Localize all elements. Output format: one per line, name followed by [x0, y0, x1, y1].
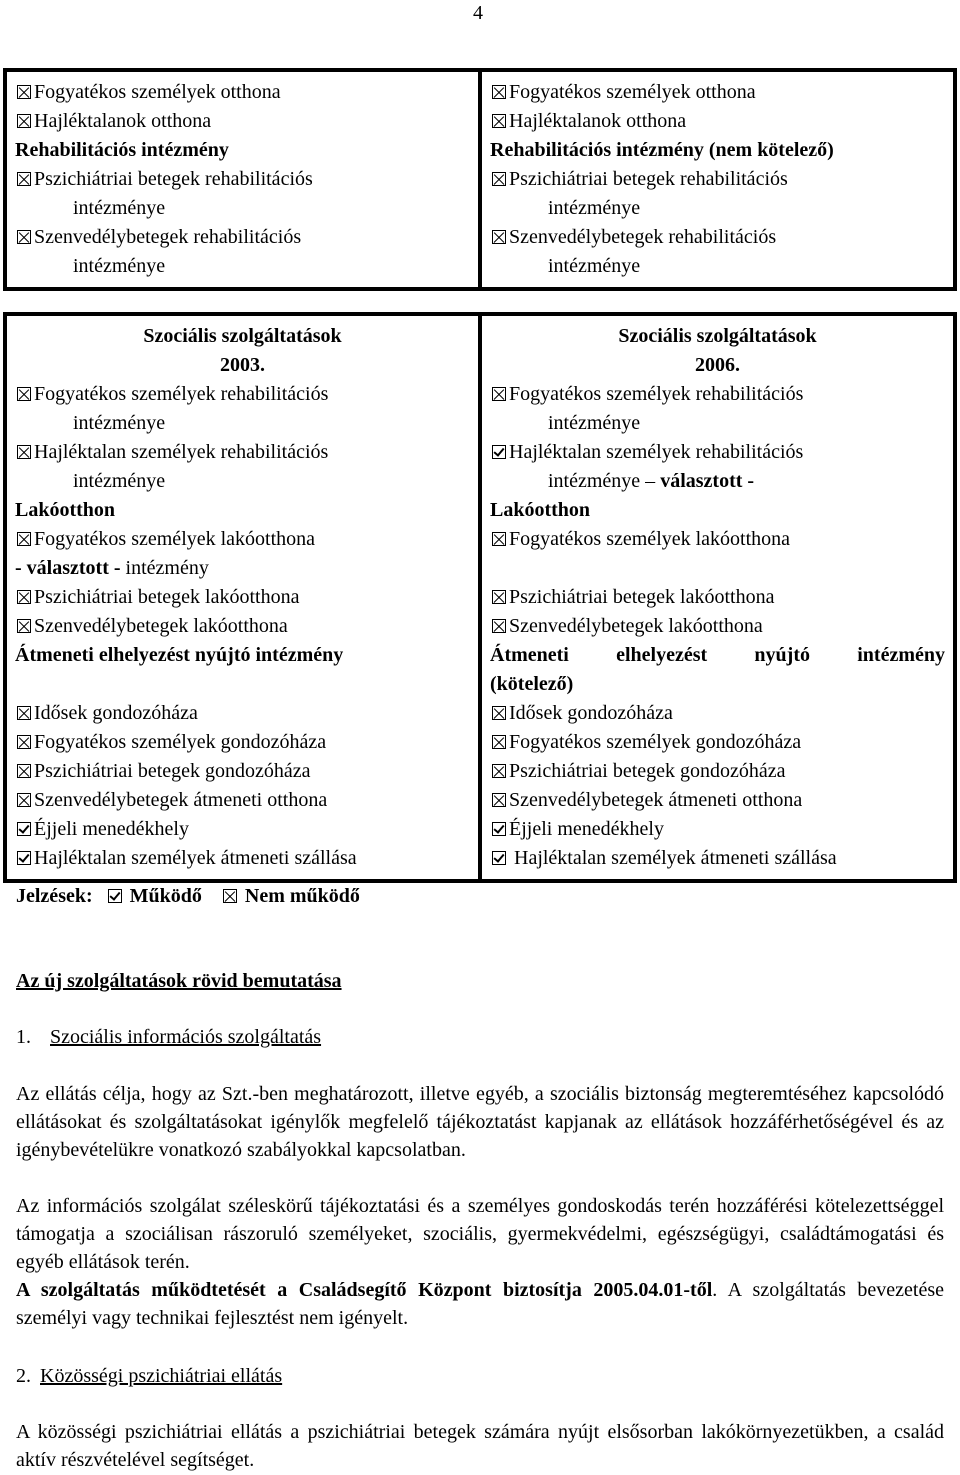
list-item: [490, 728, 945, 757]
legend-works-label: Működő: [129, 885, 202, 907]
item-text: Pszichiátriai betegek lakóotthona: [509, 586, 775, 608]
item-text: Pszichiátriai betegek lakóotthona: [34, 586, 300, 608]
crossed-box-icon: [492, 706, 506, 720]
item-text: Éjjeli menedékhely: [509, 818, 664, 840]
item-text: Fogyatékos személyek lakóotthona: [509, 528, 791, 550]
crossed-box-icon: [17, 230, 31, 244]
item-text: Pszichiátriai betegek rehabilitációs: [509, 168, 788, 190]
crossed-box-icon: [17, 590, 31, 604]
item1-paragraph-3-bold: A szolgáltatás működtetését a Családsegítő Központ biztosítja 2005.04.01-től: [16, 1279, 713, 1301]
item1-paragraph-2: Az információs szolgálat széleskörű tájékoztatási és a személyes gondoskodás terén hozzáférési kötelezettséggel támogatja a szociálisan rászoruló személyeket, szociális, gyermekvédelmi, egészségügyi, családtámogatási és egyéb ellátások terén.: [16, 1195, 944, 1273]
crossed-box-icon: [492, 619, 506, 633]
crossed-box-icon: [17, 764, 31, 778]
crossed-box-icon: [492, 764, 506, 778]
list-item: [15, 496, 470, 525]
list-item: [15, 438, 470, 467]
item-text: 2003.: [220, 354, 265, 376]
list-item: [490, 757, 945, 786]
item-text: Pszichiátriai betegek rehabilitációs: [34, 168, 313, 190]
item-text: Fogyatékos személyek otthona: [34, 81, 281, 103]
list-item: [15, 583, 470, 612]
item-text: Hajléktalan személyek átmeneti szállása: [34, 847, 357, 869]
list-item: [490, 194, 945, 223]
item-text: Átmeneti elhelyezést nyújtó intézmény: [15, 644, 344, 666]
item-text: intézménye: [548, 197, 641, 219]
item-text: Fogyatékos személyek otthona: [509, 81, 756, 103]
crossed-box-icon: [492, 735, 506, 749]
list-item: [490, 322, 945, 351]
item1-paragraph-3-rest: . A szolgáltatás bevezetése személyi vagy technikai fejlesztést nem igényelt.: [16, 1279, 944, 1329]
item1-number: 1.: [16, 1026, 31, 1048]
item-text: intézménye: [73, 255, 166, 277]
item-text: Fogyatékos személyek gondozóháza: [34, 731, 327, 753]
crossed-box-icon: [17, 619, 31, 633]
list-item: [490, 670, 945, 699]
item2-heading: [16, 1362, 944, 1390]
list-item: [15, 322, 470, 351]
item-text: intézménye: [548, 255, 641, 277]
list-item: [490, 844, 945, 873]
crossed-box-icon: [17, 387, 31, 401]
item-text-part: intézménye –: [548, 470, 661, 492]
crossed-box-icon: [17, 172, 31, 186]
list-item: [15, 409, 470, 438]
list-item: [490, 641, 945, 670]
item-text: Szenvedélybetegek lakóotthona: [509, 615, 763, 637]
list-item: [490, 107, 945, 136]
list-item: [490, 252, 945, 281]
list-item: [490, 815, 945, 844]
crossed-box-icon: [492, 172, 506, 186]
legend-not-works-label: Nem működő: [244, 885, 360, 907]
list-item: [490, 409, 945, 438]
item-text: Hajléktalanok otthona: [509, 110, 687, 132]
item-text: intézménye: [73, 197, 166, 219]
list-item: [15, 107, 470, 136]
checked-box-icon: [492, 445, 506, 459]
list-item: [490, 583, 945, 612]
item-text: intézménye: [73, 412, 166, 434]
checked-box-icon: [492, 851, 506, 865]
list-item: [490, 223, 945, 252]
list-item: [15, 670, 470, 699]
list-item: [15, 252, 470, 281]
list-item: [490, 438, 945, 467]
item-text: Hajléktalanok otthona: [34, 110, 212, 132]
item-text: intézménye: [73, 470, 166, 492]
item-text: Lakóotthon: [15, 499, 116, 521]
item-text: Átmeneti elhelyezést nyújtó intézmény: [490, 644, 945, 666]
item-text: Fogyatékos személyek rehabilitációs: [34, 383, 329, 405]
crossed-box-icon: [17, 793, 31, 807]
crossed-box-icon: [17, 706, 31, 720]
list-item: [15, 467, 470, 496]
list-item: [15, 223, 470, 252]
item-text: Hajléktalan személyek átmeneti szállása: [509, 847, 837, 869]
list-item: [15, 351, 470, 380]
item1-paragraph-3: [16, 1276, 944, 1332]
item-text: Hajléktalan személyek rehabilitációs: [34, 441, 329, 463]
item-text: Rehabilitációs intézmény: [15, 139, 229, 161]
item-text: (kötelező): [490, 673, 574, 695]
list-item: [15, 194, 470, 223]
item-text-part: intézmény: [120, 557, 209, 579]
list-item: [15, 699, 470, 728]
item-text: Lakóotthon: [490, 499, 591, 521]
list-item: [15, 78, 470, 107]
item-text: Hajléktalan személyek rehabilitációs: [509, 441, 804, 463]
checked-box-icon: [108, 889, 122, 903]
list-item: [15, 554, 470, 583]
list-item: [490, 351, 945, 380]
list-item: [490, 699, 945, 728]
list-item: [15, 786, 470, 815]
item-text: 2006.: [695, 354, 740, 376]
item-text: intézménye: [548, 412, 641, 434]
crossed-box-icon: [17, 114, 31, 128]
social-services-2006-column: [480, 314, 955, 881]
checked-box-icon: [492, 822, 506, 836]
list-item: [15, 165, 470, 194]
list-item: [15, 728, 470, 757]
crossed-box-icon: [17, 735, 31, 749]
list-item: [15, 757, 470, 786]
crossed-box-icon: [492, 387, 506, 401]
list-item: [490, 165, 945, 194]
item-text: Pszichiátriai betegek gondozóháza: [34, 760, 311, 782]
crossed-box-icon: [492, 793, 506, 807]
section-heading: Az új szolgáltatások rövid bemutatása: [16, 970, 342, 992]
checked-box-icon: [17, 822, 31, 836]
item-text: Pszichiátriai betegek gondozóháza: [509, 760, 786, 782]
crossed-box-icon: [492, 590, 506, 604]
list-item: [490, 380, 945, 409]
item-text: Szenvedélybetegek lakóotthona: [34, 615, 288, 637]
list-item: [15, 612, 470, 641]
item-text: Szenvedélybetegek rehabilitációs: [509, 226, 777, 248]
item-text: Fogyatékos személyek lakóotthona: [34, 528, 316, 550]
item-text: Idősek gondozóháza: [34, 702, 198, 724]
crossed-box-icon: [17, 85, 31, 99]
social-services-2003-column: [5, 314, 480, 881]
item-text: Éjjeli menedékhely: [34, 818, 189, 840]
crossed-box-icon: [492, 114, 506, 128]
crossed-box-icon: [17, 532, 31, 546]
item-text: Szociális szolgáltatások: [143, 325, 342, 347]
item2-title: Közösségi pszichiátriai ellátás: [40, 1365, 283, 1387]
list-item: [15, 844, 470, 873]
left-column-2003: [5, 70, 480, 289]
list-item: [15, 136, 470, 165]
item1-paragraph-1: Az ellátás célja, hogy az Szt.-ben meghatározott, illetve egyéb, a szociális biztonság megteremtéséhez kapcsolódó ellátásokat és szolgáltatásokat igénylők megfelelő tájékoztatást kapjanak az ellátások hozzáférhetőségével és az igénybevételükre vonatkozó szabályokkal kapcsolatban.: [16, 1083, 944, 1161]
item-text: Idősek gondozóháza: [509, 702, 673, 724]
crossed-box-icon: [17, 445, 31, 459]
crossed-box-icon: [223, 889, 237, 903]
list-item: [15, 380, 470, 409]
list-item: [15, 815, 470, 844]
crossed-box-icon: [492, 532, 506, 546]
list-item: [15, 641, 470, 670]
item2-number: 2.: [16, 1365, 31, 1387]
list-item: [490, 525, 945, 554]
legend-label: Jelzések:: [16, 885, 93, 907]
crossed-box-icon: [492, 230, 506, 244]
item-text: Fogyatékos személyek rehabilitációs: [509, 383, 804, 405]
right-column-2006: [480, 70, 955, 289]
item-text-part: - választott -: [15, 557, 121, 579]
list-item: [490, 554, 945, 583]
item-text: Szenvedélybetegek rehabilitációs: [34, 226, 302, 248]
item-text: Rehabilitációs intézmény (nem kötelező): [490, 139, 834, 161]
item1-heading: [16, 1023, 944, 1051]
list-item: [490, 786, 945, 815]
legend: [16, 882, 360, 911]
item-text: Szociális szolgáltatások: [618, 325, 817, 347]
institutions-comparison-table: [3, 68, 957, 291]
item-text-part: választott -: [660, 470, 755, 492]
item1-title: Szociális információs szolgáltatás: [50, 1026, 322, 1048]
item-text: Szenvedélybetegek átmeneti otthona: [509, 789, 803, 811]
list-item: [490, 78, 945, 107]
list-item: [490, 612, 945, 641]
list-item: [15, 525, 470, 554]
crossed-box-icon: [492, 85, 506, 99]
item-text: Szenvedélybetegek átmeneti otthona: [34, 789, 328, 811]
page-number: 4: [473, 2, 483, 24]
social-services-comparison-table: [3, 312, 957, 883]
list-item: [490, 496, 945, 525]
list-item: [490, 136, 945, 165]
item-text: Fogyatékos személyek gondozóháza: [509, 731, 802, 753]
item2-paragraph-1: A közösségi pszichiátriai ellátás a pszichiátriai betegek számára nyújt elsősorban lakókörnyezetükben, a család aktív részvételével segítséget.: [16, 1421, 944, 1471]
checked-box-icon: [17, 851, 31, 865]
list-item: [490, 467, 945, 496]
